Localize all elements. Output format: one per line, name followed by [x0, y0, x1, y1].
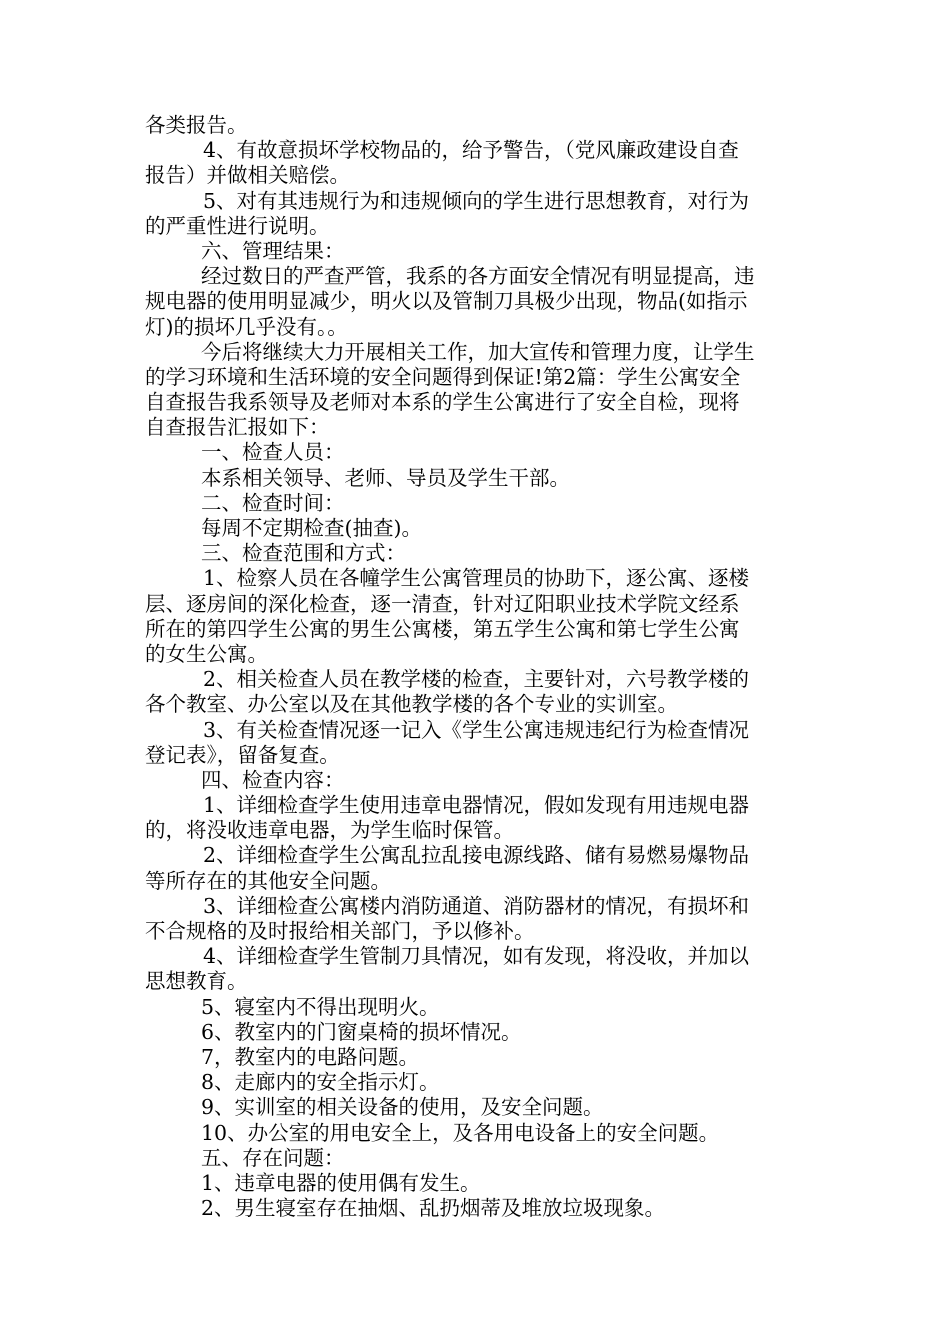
- text-line: 4、详细检查学生管制刀具情况，如有发现，将没收，并加以: [203, 944, 750, 969]
- text-line: 层、逐房间的深化检查，逐一清查，针对辽阳职业技术学院文经系: [145, 591, 740, 616]
- text-line: 9、实训室的相关设备的使用，及安全问题。: [201, 1095, 604, 1120]
- text-line: 规电器的使用明显减少，明火以及管制刀具极少出现，物品(如指示: [145, 289, 748, 314]
- text-line: 四、检查内容：: [201, 767, 345, 792]
- text-line: 3、有关检查情况逐一记入《学生公寓违规违纪行为检查情况: [203, 717, 750, 742]
- document-body: [145, 113, 810, 1221]
- text-line: 2、相关检查人员在教学楼的检查，主要针对，六号教学楼的: [203, 667, 750, 692]
- text-line: 7，教室内的电路问题。: [201, 1044, 420, 1069]
- text-line: 10、办公室的用电安全上，及各用电设备上的安全问题。: [201, 1120, 720, 1145]
- text-line: 本系相关领导、老师、导员及学生干部。: [201, 465, 570, 490]
- text-line: 一、检查人员：: [201, 440, 345, 465]
- text-line: 的学习环境和生活环境的安全问题得到保证!第2篇：学生公寓安全: [145, 364, 741, 389]
- text-line: 不合规格的及时报给相关部门，予以修补。: [145, 919, 535, 943]
- text-line: 各个教室、办公室以及在其他教学楼的各个专业的实训室。: [145, 692, 678, 717]
- text-line: 所在的第四学生公寓的男生公寓楼，第五学生公寓和第七学生公寓: [145, 616, 740, 641]
- text-line: 的严重性进行说明。: [145, 213, 330, 238]
- text-line: 思想教育。: [145, 969, 248, 994]
- text-line: 等所存在的其他安全问题。: [145, 868, 391, 893]
- text-line: 每周不定期检查(抽查)。: [201, 516, 422, 540]
- text-line: 二、检查时间：: [201, 490, 345, 515]
- text-line: 8、走廊内的安全指示灯。: [201, 1070, 440, 1095]
- text-line: 2、男生寝室存在抽烟、乱扔烟蒂及堆放垃圾现象。: [201, 1196, 666, 1221]
- text-line: 3、详细检查公寓楼内消防通道、消防器材的情况，有损坏和: [203, 893, 750, 918]
- text-line: 1、检察人员在各幢学生公寓管理员的协助下，逐公寓、逐楼: [203, 566, 750, 591]
- text-line: 自查报告我系领导及老师对本系的学生公寓进行了安全自检，现将: [145, 390, 740, 415]
- text-line: 5、对有其违规行为和违规倾向的学生进行思想教育，对行为: [203, 188, 750, 213]
- text-line: 的女生公寓。: [145, 641, 268, 666]
- text-line: 五、存在问题：: [201, 1145, 345, 1170]
- text-line: 各类报告。: [145, 113, 248, 137]
- text-line: 灯)的损坏几乎没有。。: [145, 314, 348, 339]
- text-line: 5、寝室内不得出现明火。: [201, 994, 440, 1019]
- text-line: 1、详细检查学生使用违章电器情况，假如发现有用违规电器: [203, 793, 750, 818]
- text-line: 的，将没收违章电器，为学生临时保管。: [145, 818, 514, 843]
- text-line: 报告）并做相关赔偿。: [145, 163, 350, 188]
- text-line: 六、管理结果：: [201, 238, 345, 263]
- text-line: 三、检查范围和方式：: [201, 541, 406, 566]
- text-line: 4、有故意损坏学校物品的，给予警告，（党风廉政建设自查: [203, 138, 739, 163]
- text-line: 自查报告汇报如下：: [145, 415, 330, 440]
- text-line: 登记表》，留备复查。: [145, 742, 340, 767]
- text-line: 2、详细检查学生公寓乱拉乱接电源线路、储有易燃易爆物品: [203, 843, 750, 868]
- text-line: 经过数日的严查严管，我系的各方面安全情况有明显提高，违: [201, 264, 755, 289]
- text-line: 6、教室内的门窗桌椅的损坏情况。: [201, 1019, 522, 1044]
- text-line: 今后将继续大力开展相关工作，加大宣传和管理力度，让学生: [201, 339, 755, 364]
- text-line: 1、违章电器的使用偶有发生。: [201, 1170, 481, 1195]
